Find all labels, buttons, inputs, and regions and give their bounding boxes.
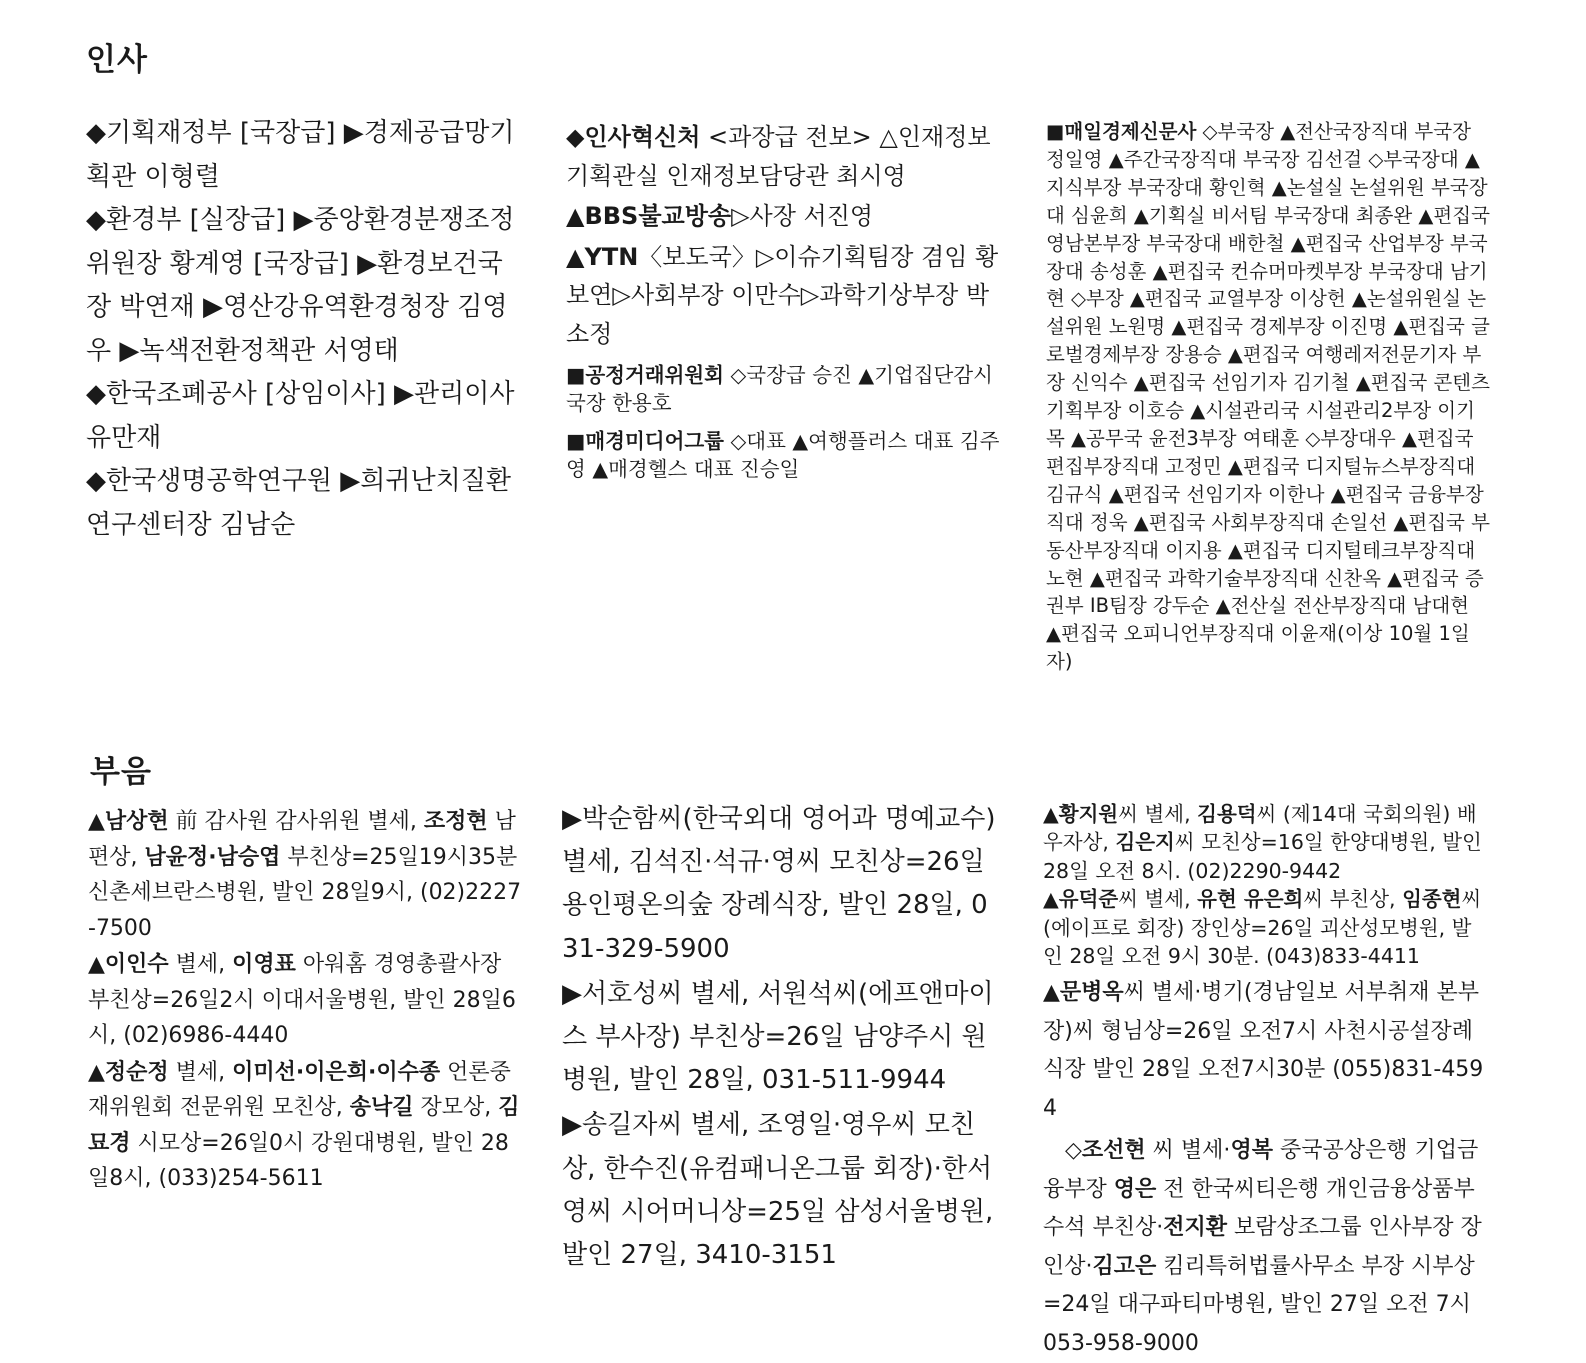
entry-text: 언론중재위원회 전문위원 모친상,	[88, 1059, 511, 1120]
entry-text: 킴리특허법률사무소 부장 시부상=24일 대구파티마병원, 발인 27일 오전 7시 053-958-9000	[1043, 1253, 1475, 1356]
insa-entry	[1046, 118, 1490, 676]
insa-column-3	[1046, 118, 1490, 676]
entry-text: <과장급 전보> △인재정보기획관실 인재정보담당관 최시영	[566, 123, 991, 190]
insa-entry: ◆환경부 [실장급] ▶중앙환경분쟁조정위원장 황계영 [국장급] ▶환경보건국장 박연재 ▶영산강유역환경청장 김영우 ▶녹색전환정책관 서영태	[86, 205, 515, 366]
entry-text: 〈보도국〉▷이슈기획팀장 겸임 황보연▷사회부장 이만수▷과학기상부장 박소정	[566, 242, 999, 348]
entry-text: 씨 별세·	[1145, 1138, 1231, 1164]
name-text: ◇조선현	[1065, 1138, 1146, 1164]
obituary-entry	[1043, 800, 1487, 885]
name-text: 유현 유은희	[1197, 887, 1304, 912]
name-text: 임종현	[1402, 887, 1462, 912]
entry-text: ▷사장 서진영	[731, 202, 874, 230]
entry-text: 시모상=26일0시 강원대병원, 발인 28일8시, (033)254-5611	[88, 1130, 509, 1191]
obituary-entry	[88, 1055, 524, 1197]
insa-entry	[566, 427, 1006, 483]
obituary-entry	[88, 804, 524, 946]
name-text: 영은	[1113, 1176, 1157, 1202]
entry-heading: ▲BBS불교방송	[566, 202, 732, 230]
entry-text: 씨 별세·병기(경남일보 서부취재 본부장)씨 형님상=26일 오전7시 사천시공설장례식장 발인 28일 오전7시30분 (055)831-4594	[1043, 980, 1484, 1121]
entry-text: 별세,	[168, 1059, 233, 1085]
entry-text: 前 감사원 감사위원 별세,	[168, 809, 424, 834]
name-text: 김은지	[1115, 830, 1175, 855]
entry-text: 부친상=25일19시35분 신촌세브란스병원, 발인 28일9시, (02)2227-7500	[88, 844, 522, 941]
insa-column-2	[566, 118, 1006, 483]
name-text: 조정현	[423, 809, 488, 834]
entry-text: 보람상조그룹 인사부장 장인상·	[1043, 1215, 1482, 1279]
entry-text: 전 한국씨티은행 개인금융상품부 수석 부친상·	[1043, 1176, 1475, 1241]
entry-heading: ◆인사혁신처	[566, 123, 701, 151]
entry-text: ◇국장급 승진 ▲기업집단감시국장 한용호	[566, 363, 993, 415]
name-text: 이영표	[232, 952, 296, 977]
entry-text: 씨 부친상,	[1303, 887, 1403, 912]
name-text: 김고은	[1092, 1253, 1157, 1279]
entry-heading: ▲YTN	[566, 242, 639, 271]
name-text: 김용덕	[1197, 802, 1257, 826]
obituary-entry: ▶서호성씨 별세, 서원석씨(에프앤마이스 부사장) 부친상=26일 남양주시 원병원, 발인 28일, 031-511-9944	[562, 978, 994, 1096]
entry-text: 아워홈 경영총괄사장 부친상=26일2시 이대서울병원, 발인 28일6시, (02)6986-4440	[88, 952, 516, 1048]
name-text: 전지환	[1163, 1215, 1228, 1241]
name-text: ▲문병옥	[1043, 980, 1124, 1006]
obituary-entry	[1043, 974, 1487, 1128]
entry-text: 씨 (제14대 국회의원) 배우자상,	[1043, 802, 1477, 855]
entry-text: ◇대표 ▲여행플러스 대표 김주영 ▲매경헬스 대표 진승일	[566, 429, 1000, 481]
insa-entry	[566, 118, 1006, 195]
section-title-bueum: 부음	[90, 754, 152, 790]
name-text: ▲유덕준	[1043, 887, 1119, 912]
entry-text: 장모상,	[413, 1095, 499, 1120]
entry-text: 씨 별세,	[1118, 887, 1198, 912]
obituary-entry	[88, 947, 524, 1054]
name-text: ▲정순정	[88, 1059, 169, 1085]
entry-text: ◇부국장 ▲전산국장직대 부국장 정일영 ▲주간국장직대 부국장 김선걸 ◇부국장대 ▲지식부장 부국장대 황인혁 ▲논설실 논설위원 부국장대 심윤희 ▲기획실 비서팀 부국장대 최종완 ▲편집국 영남본부장 부국장대 배한철 ▲편집국 산업부장 부국장대 송성훈 ▲편집국 컨슈머마켓부장 부국장대 남기현 ◇부장 ▲편집국 교열부장 이상헌 ▲논설위원실 논설위원 노원명 ▲편집국 경제부장 이진명 ▲편집국 글로벌경제부장 장용승 ▲편집국 여행레저전문기자 부장 신익수 ▲편집국 선임기자 김기철 ▲편집국 콘텐츠기획부장 이호승 ▲시설관리국 시설관리2부장 이기목 ▲공무국 윤전3부장 여태훈 ◇부장대우 ▲편집국 편집부장직대 고정민 ▲편집국 디지털뉴스부장직대 김규식 ▲편집국 선임기자 이한나 ▲편집국 금융부장직대 정욱 ▲편집국 사회부장직대 손일선 ▲편집국 부동산부장직대 이지용 ▲편집국 디지털테크부장직대 노현 ▲편집국 과학기술부장직대 신찬옥 ▲편집국 증권부 IB팀장 강두순 ▲전산실 전산부장직대 남대현 ▲편집국 오피니언부장직대 이윤재(이상 10월 1일자)	[1046, 120, 1490, 674]
name-text: ▲남상현	[88, 809, 169, 834]
insa-column-1	[86, 112, 522, 547]
insa-entry: ◆한국생명공학연구원 ▶희귀난치질환연구센터장 김남순	[86, 466, 511, 540]
entry-text: 씨 모친상=16일 한양대병원, 발인 28일 오전 8시. (02)2290-9442	[1043, 830, 1482, 883]
entry-text: 남편상,	[88, 809, 516, 870]
name-text: 김묘경	[88, 1095, 520, 1156]
bueum-column-3	[1043, 800, 1487, 1363]
obituary-entry: ▶송길자씨 별세, 조영일·영우씨 모친상, 한수진(유컴패니온그룹 회장)·한서영씨 시어머니상=25일 삼성서울병원, 발인 27일, 3410-3151	[562, 1110, 994, 1271]
name-text: 남윤정·남승엽	[144, 844, 281, 870]
entry-text: 중국공상은행 기업금융부장	[1043, 1138, 1479, 1202]
insa-entry: ◆기획재정부 [국장급] ▶경제공급망기획관 이형렬	[86, 118, 515, 192]
insa-entry: ◆한국조폐공사 [상임이사] ▶관리이사 유만재	[86, 379, 515, 453]
insa-entry	[566, 361, 1006, 417]
entry-text: 씨 (에이프로 회장) 장인상=26일 괴산성모병원, 발인 28일 오전 9시 30분. (043)833-4411	[1043, 887, 1482, 969]
insa-entry	[566, 197, 1006, 236]
name-text: 이미선·이은희·이수종	[232, 1059, 441, 1085]
name-text: ▲황지원	[1043, 802, 1119, 826]
entry-text: 별세,	[168, 952, 233, 977]
entry-text: 씨 별세,	[1118, 802, 1198, 826]
name-text: 송낙길	[349, 1095, 414, 1120]
name-text: 영복	[1230, 1138, 1273, 1164]
obituary-entry	[1043, 885, 1487, 970]
obituary-entry: ▶박순함씨(한국외대 영어과 명예교수) 별세, 김석진·석규·영씨 모친상=26일 용인평온의숲 장례식장, 발인 28일, 031-329-5900	[562, 804, 996, 964]
entry-heading: ■공정거래위원회	[566, 363, 724, 387]
bueum-column-1	[88, 804, 524, 1197]
name-text: ▲이인수	[88, 952, 169, 977]
obituary-entry	[1043, 1132, 1487, 1363]
entry-heading: ■매경미디어그룹	[566, 429, 724, 453]
section-title-insa: 인사	[86, 42, 148, 78]
insa-entry	[566, 238, 1006, 354]
bueum-column-2	[562, 798, 1002, 1277]
entry-heading: ■매일경제신문사	[1046, 120, 1197, 143]
